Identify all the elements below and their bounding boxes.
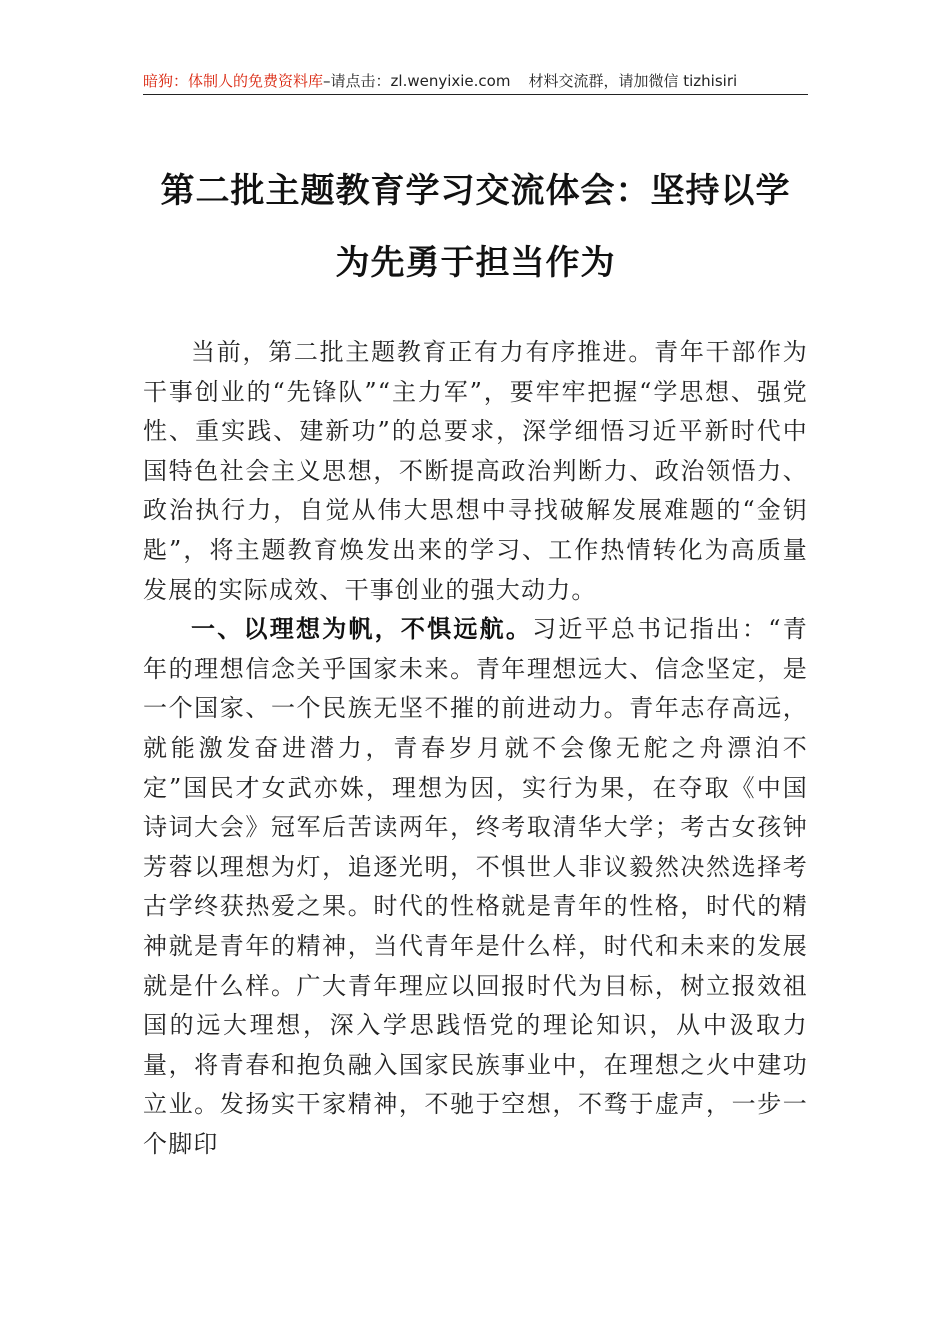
document-title-line-1: 第二批主题教育学习交流体会：坚持以学 [160, 171, 791, 211]
page-header [143, 68, 808, 95]
header-link[interactable]: zl.wenyixie.com [390, 72, 511, 90]
document-body [143, 333, 808, 1164]
paragraph-intro: 当前，第二批主题教育正有力有序推进。青年干部作为干事创业的“先锋队”“主力军”，要牢牢把握“学思想、强党性、重实践、建新功”的总要求，深学细悟习近平新时代中国特色社会主义思想，不断提高政治判断力、政治领悟力、政治执行力，自觉从伟大思想中寻找破解发展难题的“金钥匙”，将主题教育焕发出来的学习、工作热情转化为高质量发展的实际成效、干事创业的强大动力。 [143, 338, 808, 604]
section-heading: 一、以理想为帆，不惧远航。 [191, 615, 533, 644]
header-link-prefix: –请点击： [323, 72, 391, 90]
header-contact: 材料交流群，请加微信 tizhisiri [528, 72, 738, 90]
section-body: 习近平总书记指出：“青年的理想信念关乎国家未来。青年理想远大、信念坚定，是一个国家、一个民族无坚不摧的前进动力。青年志存高远，就能激发奋进潜力，青春岁月就不会像无舵之舟漂泊不定”国民才女武亦姝，理想为因，实行为果，在夺取《中国诗词大会》冠军后苦读两年，终考取清华大学；考古女孩钟芳蓉以理想为灯，追逐光明，不惧世人非议毅然决然选择考古学终获热爱之果。时代的性格就是青年的性格，时代的精神就是青年的精神，当代青年是什么样，时代和未来的发展就是什么样。广大青年理应以回报时代为目标，树立报效祖国的远大理想，深入学思践悟党的理论知识，从中汲取力量，将青春和抱负融入国家民族事业中，在理想之火中建功立业。发扬实干家精神，不驰于空想，不骛于虚声，一步一个脚印 [143, 615, 808, 1158]
document-title-line-2: 为先勇于担当作为 [335, 243, 616, 283]
paragraph-section-1 [143, 610, 808, 1164]
header-promo: 暗狗：体制人的免费资料库 [143, 72, 324, 90]
